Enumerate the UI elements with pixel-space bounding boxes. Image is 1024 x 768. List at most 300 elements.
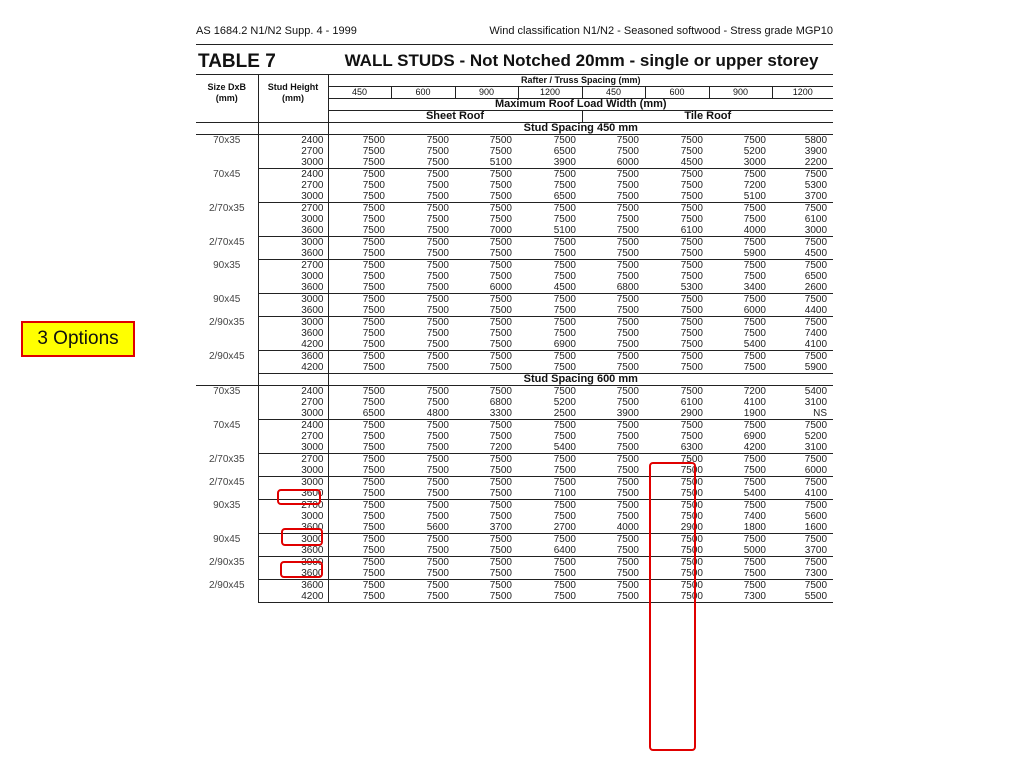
- load-width-cell: 7200: [455, 442, 518, 454]
- load-width-cell: 7500: [455, 591, 518, 603]
- load-width-cell: 5400: [804, 386, 828, 397]
- options-callout: [21, 321, 135, 357]
- size-cell: [196, 591, 258, 603]
- load-width-cell: 7500: [645, 191, 709, 203]
- size-cell: [196, 328, 258, 339]
- table-row: [196, 271, 833, 282]
- load-width-cell: 7500: [582, 545, 645, 557]
- load-width-cell: 5900: [772, 362, 833, 374]
- load-width-cell: 4500: [518, 282, 582, 294]
- load-width-cell: 7500: [553, 180, 576, 191]
- load-width-cell: 7500: [328, 362, 391, 374]
- load-width-cell: 7500: [518, 568, 582, 580]
- tile-roof-header: Tile Roof: [582, 111, 833, 123]
- table-row: [196, 191, 833, 203]
- size-cell: [196, 248, 258, 260]
- load-width-cell: 4500: [645, 157, 709, 169]
- load-width-cell: 7500: [804, 500, 828, 511]
- load-width-cell: 7500: [743, 135, 766, 146]
- load-width-cell: 7500: [426, 260, 449, 271]
- load-width-cell: 7500: [616, 431, 639, 442]
- load-width-cell: 7500: [582, 305, 645, 317]
- load-width-cell: 7500: [553, 580, 576, 591]
- stud-spacing-label: Stud Spacing 600 mm: [328, 374, 833, 386]
- size-cell: [196, 305, 258, 317]
- size-cell: [196, 442, 258, 454]
- load-width-cell: 7500: [645, 545, 709, 557]
- load-width-cell: 7500: [489, 431, 512, 442]
- table-row: [196, 420, 833, 432]
- table-row: [196, 408, 833, 420]
- spacing-header-cell: 450: [328, 87, 391, 99]
- stud-height-cell: 3000: [258, 511, 328, 522]
- table-row: [196, 454, 833, 466]
- load-width-cell: 7500: [553, 294, 576, 305]
- table-row: [196, 351, 833, 363]
- load-width-cell: 7500: [518, 465, 582, 477]
- load-width-cell: 7500: [328, 397, 391, 408]
- load-width-cell: 7500: [328, 488, 391, 500]
- load-width-cell: 7500: [553, 420, 576, 431]
- load-width-cell: 3700: [772, 545, 833, 557]
- stud-height-cell: 3600: [258, 545, 328, 557]
- size-cell: [196, 146, 258, 157]
- load-width-cell: 7500: [328, 282, 391, 294]
- load-width-cell: 5500: [772, 591, 833, 603]
- load-width-cell: 7500: [391, 362, 455, 374]
- load-width-cell: 7500: [455, 191, 518, 203]
- load-width-cell: 7500: [680, 180, 703, 191]
- stud-height-cell: 3600: [258, 225, 328, 237]
- height-column-label: Stud Height: [267, 81, 319, 92]
- load-width-cell: 7500: [553, 477, 576, 488]
- load-width-cell: 7500: [328, 294, 391, 306]
- load-width-cell: 6500: [804, 271, 828, 282]
- load-width-cell: 7500: [328, 431, 391, 442]
- load-width-cell: 1900: [709, 408, 772, 420]
- load-width-cell: 6100: [680, 397, 703, 408]
- table-row: [196, 157, 833, 169]
- load-width-cell: 7500: [743, 534, 766, 545]
- load-width-cell: 7500: [426, 557, 449, 568]
- load-width-cell: 7500: [489, 500, 512, 511]
- load-width-cell: 7500: [804, 454, 828, 465]
- load-width-cell: 7200: [743, 180, 766, 191]
- load-width-cell: 7500: [455, 545, 518, 557]
- size-cell: 70x35: [213, 386, 241, 397]
- load-width-cell: 7500: [553, 317, 576, 328]
- load-width-cell: 7500: [680, 271, 703, 282]
- load-width-cell: 6500: [553, 146, 576, 157]
- load-width-cell: 7500: [328, 328, 391, 339]
- load-width-cell: 7500: [616, 534, 639, 545]
- load-width-cell: 7500: [328, 420, 391, 432]
- size-cell: 70x45: [213, 419, 241, 431]
- load-width-cell: 5600: [391, 522, 455, 534]
- load-width-cell: 7500: [426, 580, 449, 591]
- load-width-cell: 7500: [645, 488, 709, 500]
- load-width-cell: 7500: [426, 317, 449, 328]
- load-width-cell: 7500: [426, 237, 449, 248]
- load-width-cell: 7500: [616, 135, 639, 146]
- load-width-cell: 7500: [328, 169, 391, 181]
- load-width-cell: 7500: [804, 237, 828, 248]
- load-width-cell: 5000: [709, 545, 772, 557]
- load-width-cell: 7500: [553, 169, 576, 180]
- size-cell: [196, 225, 258, 237]
- size-cell: [196, 431, 258, 442]
- load-width-cell: 7500: [582, 442, 645, 454]
- table-row: [196, 237, 833, 249]
- document-header: [196, 25, 833, 37]
- stud-height-cell: 2400: [258, 420, 328, 432]
- stud-height-cell: 4200: [258, 339, 328, 351]
- load-width-cell: 7500: [743, 580, 766, 591]
- load-width-cell: 5600: [804, 511, 828, 522]
- load-width-cell: 7500: [804, 203, 828, 214]
- load-width-cell: 6100: [804, 214, 828, 225]
- load-width-cell: 3700: [772, 191, 833, 203]
- table-row: [196, 362, 833, 374]
- load-width-cell: 7500: [645, 465, 709, 477]
- load-width-cell: 4100: [743, 397, 766, 408]
- load-width-cell: 7500: [645, 362, 709, 374]
- load-width-cell: 7500: [455, 362, 518, 374]
- load-width-cell: 7500: [616, 557, 639, 568]
- load-width-cell: 7500: [426, 477, 449, 488]
- load-width-cell: 7500: [328, 305, 391, 317]
- table-row: [196, 305, 833, 317]
- table-row: [196, 135, 833, 147]
- load-width-cell: 7500: [709, 568, 772, 580]
- stud-height-cell: 2700: [258, 146, 328, 157]
- load-width-cell: 7500: [616, 180, 639, 191]
- load-width-cell: 7500: [680, 135, 703, 146]
- load-width-cell: 7500: [680, 580, 703, 591]
- load-width-cell: 3900: [804, 146, 828, 157]
- table-row: [196, 545, 833, 557]
- stud-height-cell: 3600: [258, 248, 328, 260]
- load-width-cell: 7500: [680, 431, 703, 442]
- load-width-cell: 7500: [328, 545, 391, 557]
- load-width-cell: 7500: [616, 386, 639, 397]
- stud-height-cell: 3600: [258, 282, 328, 294]
- load-width-cell: 7500: [743, 237, 766, 248]
- stud-height-cell: 3000: [258, 557, 328, 569]
- size-cell: [196, 282, 258, 294]
- load-width-cell: 7500: [804, 420, 828, 431]
- load-width-cell: 2600: [772, 282, 833, 294]
- load-width-cell: 7500: [553, 203, 576, 214]
- options-callout-label: 3 Options: [37, 328, 119, 349]
- load-width-cell: 7500: [391, 465, 455, 477]
- load-width-cell: 6900: [743, 431, 766, 442]
- load-width-cell: 7500: [426, 328, 449, 339]
- load-width-cell: 7500: [743, 203, 766, 214]
- stud-height-cell: 3600: [258, 488, 328, 500]
- load-width-cell: 7500: [616, 328, 639, 339]
- size-cell: 2/70x45: [208, 236, 245, 248]
- load-width-cell: 7500: [489, 420, 512, 431]
- load-width-cell: 7500: [743, 260, 766, 271]
- load-width-cell: 7500: [616, 169, 639, 180]
- load-width-cell: 7500: [489, 351, 512, 362]
- load-width-cell: 7500: [426, 271, 449, 282]
- load-width-cell: 7500: [489, 180, 512, 191]
- load-width-cell: 7500: [489, 146, 512, 157]
- load-width-cell: 7500: [328, 557, 391, 569]
- stud-height-cell: 3000: [258, 408, 328, 420]
- load-width-cell: 7500: [804, 294, 828, 305]
- size-cell: [196, 408, 258, 420]
- table-row: [196, 488, 833, 500]
- load-width-cell: 7500: [328, 454, 391, 466]
- load-width-cell: 7500: [553, 271, 576, 282]
- load-width-cell: 7500: [680, 511, 703, 522]
- load-width-cell: 7500: [328, 568, 391, 580]
- spacing-header-cell: 1200: [518, 87, 582, 99]
- section-header-row: [196, 123, 833, 135]
- stud-height-cell: 4200: [258, 591, 328, 603]
- table-row: [196, 557, 833, 569]
- stud-height-cell: 3000: [258, 271, 328, 282]
- load-width-cell: 7500: [616, 214, 639, 225]
- spacing-header-cell: 600: [391, 87, 455, 99]
- load-width-cell: 7500: [680, 477, 703, 488]
- load-width-cell: NS: [772, 408, 833, 420]
- load-width-cell: 7500: [743, 169, 766, 180]
- table-row: [196, 294, 833, 306]
- load-width-cell: 7100: [518, 488, 582, 500]
- load-width-cell: 7500: [455, 305, 518, 317]
- table-row: [196, 169, 833, 181]
- stud-height-cell: 3600: [258, 568, 328, 580]
- load-width-cell: 7300: [772, 568, 833, 580]
- load-width-cell: 7500: [391, 305, 455, 317]
- load-width-cell: 7500: [553, 237, 576, 248]
- load-width-cell: 7500: [616, 271, 639, 282]
- load-width-cell: 7500: [680, 386, 703, 397]
- load-width-cell: 7500: [553, 214, 576, 225]
- load-width-cell: 5100: [518, 225, 582, 237]
- load-width-cell: 7500: [645, 248, 709, 260]
- load-width-cell: 7500: [680, 203, 703, 214]
- size-cell: [196, 180, 258, 191]
- load-width-cell: 7500: [328, 146, 391, 157]
- load-width-cell: 7500: [743, 420, 766, 431]
- load-width-cell: 7500: [489, 328, 512, 339]
- load-width-cell: 7500: [518, 305, 582, 317]
- load-width-cell: 7500: [743, 271, 766, 282]
- load-width-cell: 4200: [709, 442, 772, 454]
- load-width-cell: 7000: [455, 225, 518, 237]
- sheet-roof-header: Sheet Roof: [328, 111, 582, 123]
- load-width-cell: 7500: [391, 191, 455, 203]
- table-row: [196, 442, 833, 454]
- size-cell: [196, 397, 258, 408]
- load-width-cell: 7500: [553, 328, 576, 339]
- table-header: [196, 75, 833, 123]
- size-column-unit: (mm): [215, 92, 238, 103]
- load-width-cell: 7500: [582, 339, 645, 351]
- load-width-cell: 7500: [328, 225, 391, 237]
- load-width-cell: 7500: [489, 271, 512, 282]
- load-width-cell: 2200: [772, 157, 833, 169]
- load-width-cell: 7500: [426, 397, 449, 408]
- load-width-cell: 5100: [455, 157, 518, 169]
- stud-height-cell: 3000: [258, 237, 328, 249]
- load-width-cell: 7500: [743, 328, 766, 339]
- load-width-cell: 6300: [645, 442, 709, 454]
- load-width-cell: 7500: [680, 351, 703, 362]
- load-width-cell: 7500: [328, 191, 391, 203]
- stud-height-cell: 3000: [258, 477, 328, 489]
- load-width-cell: 7500: [328, 271, 391, 282]
- load-width-cell: 7500: [489, 214, 512, 225]
- table-title: WALL STUDS - Not Notched 20mm - single or upper storey: [344, 51, 819, 70]
- load-width-cell: 7500: [426, 135, 449, 146]
- load-width-cell: 7500: [804, 351, 828, 362]
- stud-height-cell: 3000: [258, 214, 328, 225]
- table-row: [196, 248, 833, 260]
- load-width-cell: 7500: [582, 225, 645, 237]
- load-width-cell: 7500: [426, 386, 449, 397]
- load-width-cell: 7400: [743, 511, 766, 522]
- load-width-cell: 2900: [645, 522, 709, 534]
- load-width-cell: 7500: [645, 305, 709, 317]
- load-width-cell: 7500: [582, 488, 645, 500]
- load-width-cell: 7500: [328, 477, 391, 489]
- load-width-cell: 7500: [426, 203, 449, 214]
- stud-height-cell: 3000: [258, 534, 328, 546]
- stud-height-cell: 3600: [258, 522, 328, 534]
- size-cell: 2/70x35: [208, 202, 245, 214]
- size-cell: 2/90x35: [208, 556, 245, 568]
- stud-height-cell: 3600: [258, 305, 328, 317]
- load-width-cell: 7500: [426, 169, 449, 180]
- load-width-cell: 7500: [582, 465, 645, 477]
- load-width-cell: 7500: [743, 317, 766, 328]
- load-width-cell: 7500: [804, 317, 828, 328]
- load-width-cell: 7500: [489, 580, 512, 591]
- load-width-cell: 4000: [582, 522, 645, 534]
- load-width-cell: 7500: [553, 386, 576, 397]
- load-width-cell: 7500: [804, 169, 828, 180]
- load-width-cell: 7500: [328, 214, 391, 225]
- load-width-cell: 7500: [455, 248, 518, 260]
- rafter-spacing-header: Rafter / Truss Spacing (mm): [328, 75, 833, 87]
- load-width-cell: 7400: [804, 328, 828, 339]
- load-width-cell: 7500: [616, 317, 639, 328]
- size-cell: 2/70x35: [208, 453, 245, 465]
- size-cell: [196, 362, 258, 374]
- load-width-cell: 7500: [616, 260, 639, 271]
- table-row: [196, 431, 833, 442]
- stud-height-cell: 4200: [258, 362, 328, 374]
- load-width-cell: 7500: [518, 362, 582, 374]
- table-row: [196, 534, 833, 546]
- table-row: [196, 180, 833, 191]
- load-width-cell: 7300: [709, 591, 772, 603]
- load-width-cell: 7500: [391, 442, 455, 454]
- stud-height-cell: 3000: [258, 442, 328, 454]
- load-width-cell: 6800: [489, 397, 512, 408]
- load-width-cell: 7500: [426, 454, 449, 465]
- load-width-cell: 1800: [709, 522, 772, 534]
- load-width-cell: 7500: [616, 454, 639, 465]
- load-width-cell: 7500: [391, 591, 455, 603]
- size-cell: [196, 545, 258, 557]
- size-column-header: [196, 75, 258, 111]
- load-width-cell: 7500: [680, 260, 703, 271]
- load-width-cell: 7500: [328, 339, 391, 351]
- load-width-cell: 7500: [489, 511, 512, 522]
- load-width-cell: 7500: [616, 511, 639, 522]
- load-width-cell: 4800: [391, 408, 455, 420]
- load-width-cell: 7500: [582, 191, 645, 203]
- load-width-cell: 6100: [645, 225, 709, 237]
- table-row: [196, 282, 833, 294]
- spacing-header-cell: 900: [709, 87, 772, 99]
- load-width-cell: 7500: [489, 294, 512, 305]
- load-width-cell: 5200: [804, 431, 828, 442]
- table-row: [196, 203, 833, 215]
- table-row: [196, 317, 833, 329]
- max-load-width-header: Maximum Roof Load Width (mm): [328, 99, 833, 111]
- table-row: [196, 465, 833, 477]
- load-width-cell: 5800: [804, 135, 828, 146]
- load-width-cell: 5900: [709, 248, 772, 260]
- load-width-cell: 4000: [709, 225, 772, 237]
- load-width-cell: 7500: [804, 580, 828, 591]
- load-width-cell: 3000: [772, 225, 833, 237]
- load-width-cell: 7500: [391, 339, 455, 351]
- load-width-cell: 7500: [391, 568, 455, 580]
- load-width-cell: 7500: [455, 339, 518, 351]
- load-width-cell: 7500: [582, 568, 645, 580]
- load-width-cell: 6900: [518, 339, 582, 351]
- load-width-cell: 7500: [616, 203, 639, 214]
- size-cell: [196, 522, 258, 534]
- load-width-cell: 2500: [518, 408, 582, 420]
- load-width-cell: 7500: [582, 591, 645, 603]
- load-width-cell: 3300: [455, 408, 518, 420]
- stud-height-cell: 3000: [258, 294, 328, 306]
- load-width-cell: 7500: [426, 500, 449, 511]
- load-width-cell: 7500: [743, 214, 766, 225]
- load-width-cell: 7500: [328, 260, 391, 272]
- load-width-cell: 7500: [553, 135, 576, 146]
- load-width-cell: 7500: [489, 237, 512, 248]
- table-row: [196, 591, 833, 603]
- load-width-cell: 7500: [616, 477, 639, 488]
- load-width-cell: 7500: [455, 488, 518, 500]
- stud-height-cell: 2400: [258, 135, 328, 147]
- load-width-cell: 7500: [426, 294, 449, 305]
- size-cell: 70x35: [213, 135, 241, 146]
- load-width-cell: 7500: [489, 260, 512, 271]
- load-width-cell: 7500: [518, 591, 582, 603]
- load-width-cell: 7500: [391, 248, 455, 260]
- section-header-row: [196, 374, 833, 386]
- load-width-cell: 7500: [328, 351, 391, 363]
- size-cell: 90x45: [213, 293, 241, 305]
- size-cell: [196, 191, 258, 203]
- table-row: [196, 580, 833, 592]
- load-width-cell: 7500: [804, 534, 828, 545]
- size-cell: [196, 465, 258, 477]
- stud-height-cell: 3000: [258, 465, 328, 477]
